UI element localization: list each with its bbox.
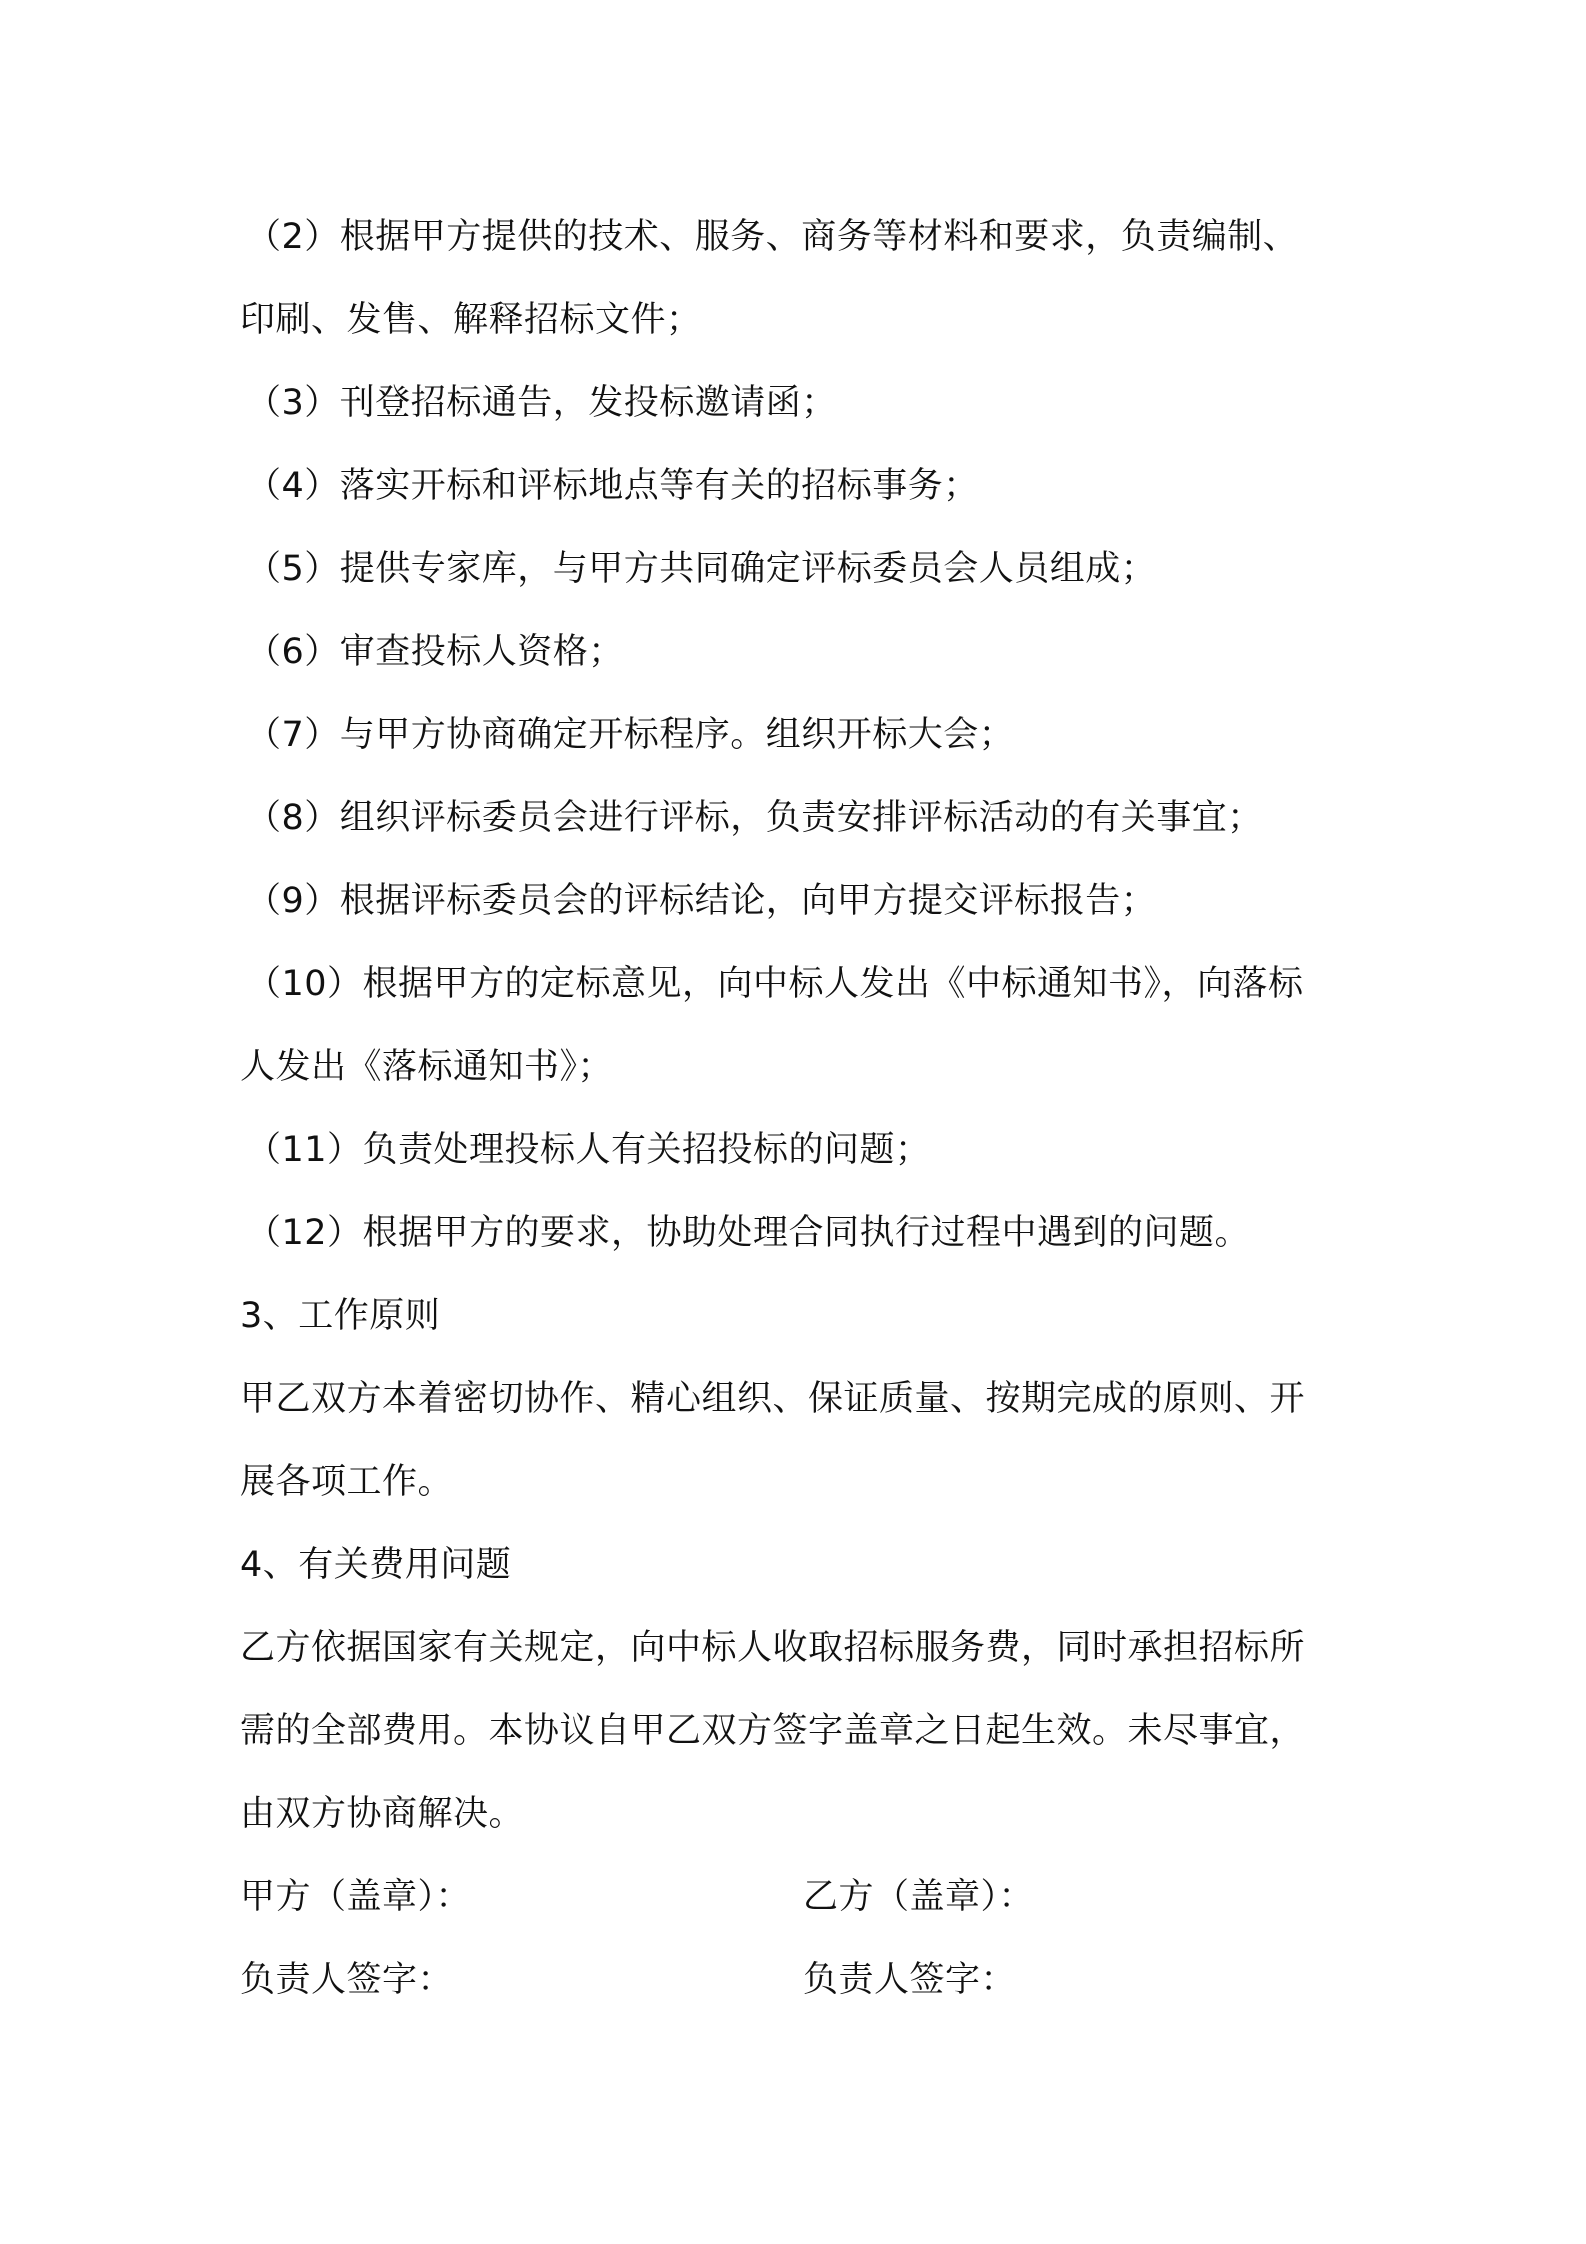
clause-12: （12）根据甲方的要求，协助处理合同执行过程中遇到的问题。: [246, 1213, 1251, 1253]
section-3-text-line-2: 展各项工作。: [240, 1462, 454, 1502]
clause-2-line-2: 印刷、发售、解释招标文件；: [240, 300, 702, 340]
party-b-seal-label: 乙方（盖章）：: [803, 1877, 1035, 1917]
clause-3: （3）刊登招标通告，发投标邀请函；: [246, 383, 837, 423]
section-4-heading: 4、有关费用问题: [240, 1545, 512, 1585]
section-3-text-line-1: 甲乙双方本着密切协作、精心组织、保证质量、按期完成的原则、开: [240, 1379, 1306, 1419]
clause-2-line-1: （2）根据甲方提供的技术、服务、商务等材料和要求，负责编制、: [246, 217, 1299, 257]
clause-5: （5）提供专家库，与甲方共同确定评标委员会人员组成；: [246, 549, 1157, 589]
document-body: [240, 196, 1360, 2022]
clause-4: （4）落实开标和评标地点等有关的招标事务；: [246, 466, 979, 506]
clause-11: （11）负责处理投标人有关招投标的问题；: [246, 1130, 931, 1170]
seal-row: [240, 1856, 1360, 1939]
clause-6: （6）审查投标人资格；: [246, 632, 624, 672]
party-b-signer-label: 负责人签字：: [803, 1960, 1017, 2000]
signer-row: [240, 1939, 1360, 2022]
section-3-heading: 3、工作原则: [240, 1296, 441, 1336]
section-4-text-line-2: 需的全部费用。本协议自甲乙双方签字盖章之日起生效。未尽事宜，: [240, 1711, 1306, 1751]
clause-10-line-2: 人发出《落标通知书》；: [240, 1047, 614, 1087]
section-4-text-line-3: 由双方协商解决。: [240, 1794, 525, 1834]
clause-10-line-1: （10）根据甲方的定标意见，向中标人发出《中标通知书》，向落标: [246, 964, 1304, 1004]
clause-9: （9）根据评标委员会的评标结论，向甲方提交评标报告；: [246, 881, 1157, 921]
clause-8: （8）组织评标委员会进行评标，负责安排评标活动的有关事宜；: [246, 798, 1263, 838]
party-a-seal-label: 甲方（盖章）：: [240, 1877, 472, 1917]
clause-7: （7）与甲方协商确定开标程序。组织开标大会；: [246, 715, 1015, 755]
party-a-signer-label: 负责人签字：: [240, 1960, 454, 2000]
section-4-text-line-1: 乙方依据国家有关规定，向中标人收取招标服务费，同时承担招标所: [240, 1628, 1306, 1668]
